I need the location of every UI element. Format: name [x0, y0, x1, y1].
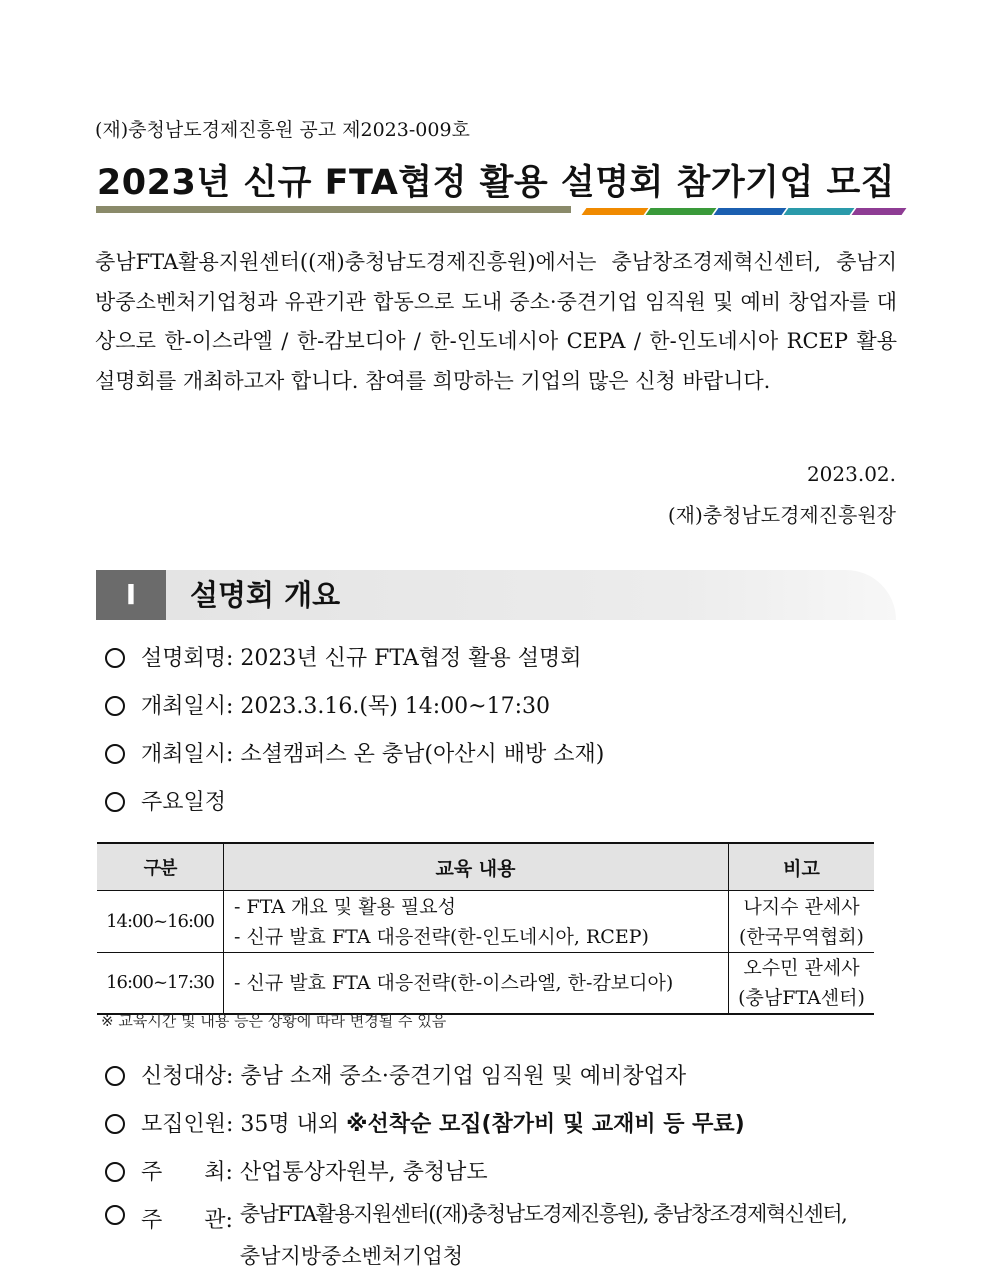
row-content-line: - FTA 개요 및 활용 필요성 — [234, 895, 456, 918]
circle-bullet-icon — [105, 696, 125, 716]
overview-schedule-label: 주요일정 — [105, 785, 226, 816]
page-title: 2023년 신규 FTA협정 활용 설명회 참가기업 모집 — [96, 163, 896, 203]
organizer-value: 산업통상자원부, 충청남도 — [239, 1160, 488, 1185]
row-time: 16:00~17:30 — [97, 953, 224, 1015]
circle-bullet-icon — [105, 648, 125, 668]
section-number: Ⅰ — [96, 570, 166, 620]
overview-datetime: 개최일시: 2023.3.16.(목) 14:00~17:30 — [105, 689, 550, 720]
schedule-table — [97, 842, 874, 1015]
row-note-line: 오수민 관세사 — [743, 957, 860, 979]
row-content — [224, 953, 729, 1015]
table-header: 구분 — [97, 843, 224, 891]
detail-recruit: 모집인원: 35명 내외 ※선착순 모집(참가비 및 교재비 등 무료) — [105, 1107, 745, 1138]
detail-organizer — [105, 1155, 488, 1186]
circle-bullet-icon — [105, 744, 125, 764]
circle-bullet-icon — [105, 1162, 125, 1182]
table-header: 비고 — [729, 843, 875, 891]
host-line: 충남지방중소벤처기업청 — [239, 1244, 464, 1268]
table-header: 교육 내용 — [224, 843, 729, 891]
circle-bullet-icon — [105, 1066, 125, 1086]
circle-bullet-icon — [105, 792, 125, 812]
title-underline — [96, 206, 896, 215]
detail-host — [105, 1203, 846, 1277]
row-content — [224, 891, 729, 953]
recruit-highlight: ※선착순 모집(참가비 및 교재비 등 무료) — [346, 1112, 745, 1137]
table-row — [97, 891, 874, 953]
intro-paragraph: 충남FTA활용지원센터((재)충청남도경제진흥원)에서는 충남창조경제혁신센터, 충남지방중소벤처기업청과 유관기관 합동으로 도내 중소·중견기업 임직원 및 예비 창업자를 대상으로 한-이스라엘 / 한-캄보디아 / 한-인도네시아 CEPA / 한-인도네시아 RCEP 활용 설명회를 개최하고자 합니다. 참여를 희망하는 기업의 많은 신청 바랍니다. — [95, 250, 897, 393]
row-note-line: 나지수 관세사 — [743, 895, 860, 918]
table-header-row — [97, 843, 874, 891]
host-line: 충남FTA활용지원센터((재)충청남도경제진흥원), 충남창조경제혁신센터, — [239, 1202, 847, 1226]
detail-target: 신청대상: 충남 소재 중소·중견기업 임직원 및 예비창업자 — [105, 1059, 686, 1090]
issuer: (재)충청남도경제진흥원장 — [667, 503, 896, 527]
section-title: 설명회 개요 — [190, 578, 341, 612]
overview-venue: 개최일시: 소셜캠퍼스 온 충남(아산시 배방 소재) — [105, 737, 604, 768]
schedule-footnote: ※ 교육시간 및 내용 등은 상황에 따라 변경될 수 있음 — [101, 1012, 447, 1030]
host-value — [240, 1193, 846, 1277]
section-header — [96, 570, 896, 620]
host-label: 주 관: — [141, 1208, 233, 1233]
circle-bullet-icon — [105, 1205, 125, 1225]
row-note — [729, 953, 875, 1015]
row-note-line: (충남FTA센터) — [738, 987, 865, 1009]
table-row — [97, 953, 874, 1015]
organizer-label: 주 최: — [141, 1160, 233, 1185]
row-note — [729, 891, 875, 953]
row-time: 14:00~16:00 — [97, 891, 224, 953]
notice-number: (재)충청남도경제진흥원 공고 제2023-009호 — [95, 119, 470, 141]
row-content-line: - 신규 발효 FTA 대응전략(한-인도네시아, RCEP) — [234, 925, 649, 948]
circle-bullet-icon — [105, 1114, 125, 1134]
issue-date: 2023.02. — [806, 462, 896, 486]
overview-name: 설명회명: 2023년 신규 FTA협정 활용 설명회 — [105, 641, 582, 672]
row-content-line: - 신규 발효 FTA 대응전략(한-이스라엘, 한-캄보디아) — [234, 972, 674, 994]
row-note-line: (한국무역협회) — [739, 925, 864, 948]
